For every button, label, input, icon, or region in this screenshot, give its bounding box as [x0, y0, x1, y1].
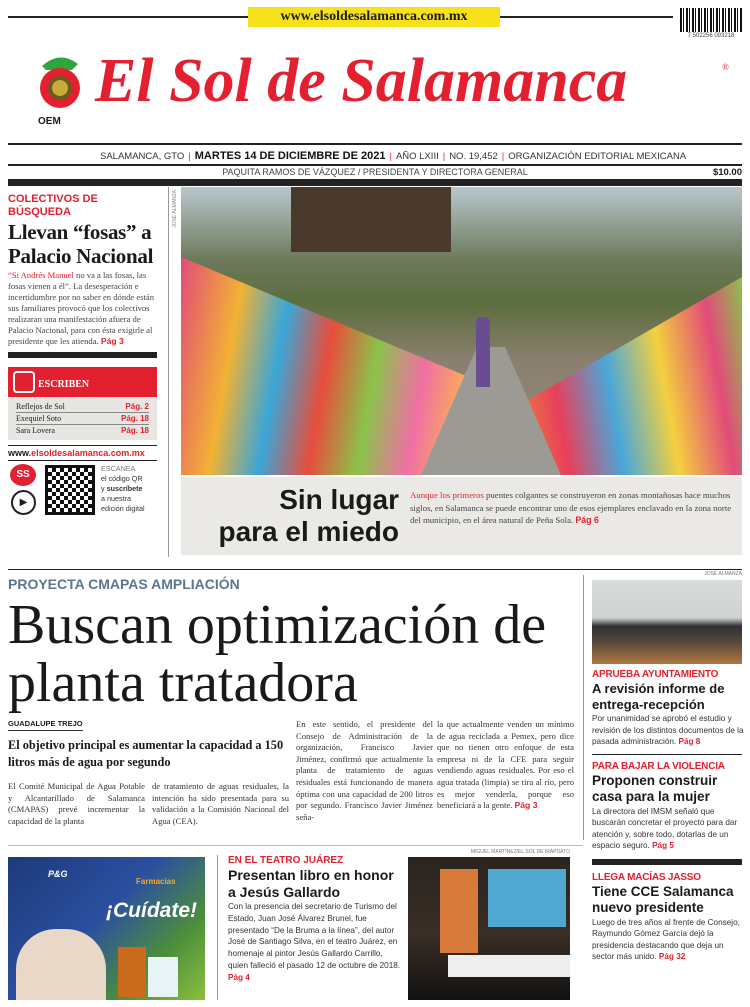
bottom-story — [228, 855, 404, 984]
page-ref[interactable]: Pág 6 — [575, 515, 599, 525]
column-rule — [583, 575, 584, 840]
escriben-item[interactable] — [16, 413, 149, 425]
page-ref: Pág. 18 — [120, 414, 149, 423]
scan-label: ESCANEA — [101, 464, 136, 473]
headline-line: para el miedo — [218, 516, 399, 547]
rule — [8, 569, 742, 570]
right-body-1 — [592, 713, 744, 748]
pen-icon — [13, 371, 35, 393]
black-bar — [592, 859, 742, 865]
dateline: SALAMANCA, GTO | MARTES 14 DE DICIEMBRE DE 2021 | AÑO LXIII | NO. 19,452 | ORGANIZACIÓN EDITORIAL MEXICANA — [100, 150, 687, 162]
black-bar — [8, 352, 157, 358]
oem-logo: OEM — [38, 116, 61, 127]
photo-caption — [410, 489, 736, 527]
product-image — [148, 957, 178, 997]
date: MARTES 14 DE DICIEMBRE DE 2021 — [194, 150, 386, 162]
ss-badge: SS — [10, 464, 36, 486]
right-kicker-2: PARA BAJAR LA VIOLENCIA — [592, 760, 725, 772]
banner-shape — [440, 869, 478, 953]
url-prefix: www. — [8, 448, 32, 458]
promo-line: y — [101, 484, 107, 493]
main-column-4 — [437, 719, 574, 812]
rule — [8, 845, 583, 846]
main-column-3: En este sentido, el presidente del Consejo de Administración de la organización, Francisco Javier Jiménez, confirmó que actualmente la planta de tratamiento de aguas residuales está funcionando de manera óptima con una capacidad de 200 litros por segundo. Francisco Javier Jiménez seña- — [296, 719, 433, 822]
council-photo — [592, 580, 742, 664]
page-ref[interactable]: Pág 3 — [100, 336, 124, 346]
subscribe-link[interactable]: suscríbete — [106, 484, 143, 493]
page-ref[interactable]: Pág 4 — [228, 972, 250, 982]
headline-line: Sin lugar — [279, 484, 399, 515]
byline: GUADALUPE TREJO — [8, 719, 83, 731]
sun-logo-icon — [32, 52, 88, 112]
barcode — [680, 8, 742, 32]
page-ref[interactable]: Pág 32 — [658, 952, 686, 961]
right-headline-2[interactable]: Proponen construir casa para la mujer — [592, 772, 718, 804]
page-ref[interactable]: Pág 8 — [678, 737, 701, 746]
ad-brand: P&G — [48, 869, 68, 879]
main-column-2: de tratamiento de aguas residuales, la intención ha sido presentada para su validación a la Comisión Nacional del Agua (CEA). — [152, 781, 289, 826]
main-headline[interactable]: Buscan optimización de planta tratadora — [8, 594, 547, 714]
building-shape — [291, 187, 451, 252]
promo-url[interactable] — [8, 445, 157, 461]
left-column — [8, 193, 160, 518]
right-headline-3[interactable]: Tiene CCE Salamanca nuevo presidente — [592, 883, 734, 915]
bottom-headline[interactable]: Presentan libro en honor a Jesús Gallardo — [228, 867, 394, 900]
escriben-item[interactable] — [16, 425, 149, 436]
main-subhead: El objetivo principal es aumentar la capacidad a 150 litros más de agua por segundo — [8, 738, 284, 769]
promo-box — [8, 464, 157, 518]
right-body-3 — [592, 917, 744, 963]
main-column-1: El Comité Municipal de Agua Potable y Alcantarillado de Salamanca (CMAPAS) prevé incrementar la capacidad de la planta — [8, 781, 145, 826]
columnist: Sara Lovera — [16, 426, 55, 435]
photo-credit: JOSÉ ALMANZA — [704, 571, 742, 577]
escriben-header — [8, 367, 157, 397]
body-text: puentes colgantes se construyeron en zonas montañosas hace muchos siglos, en Salamanca se puede encontrar uno de esos ejemplares enclavado en la zona norte del municipio, en el área natural de Peña Sola. — [410, 490, 732, 525]
rule — [8, 143, 742, 145]
rule — [8, 164, 742, 166]
theater-photo — [408, 857, 570, 1000]
photo-credit: MIGUEL MARTÍNEZ/EL SOL DE IRAPUATO — [470, 849, 570, 855]
column-rule — [217, 855, 218, 1000]
promo-line: el código QR — [101, 474, 143, 483]
main-kicker: PROYECTA CMAPAS AMPLIACIÓN — [8, 576, 240, 592]
black-bar — [8, 179, 742, 186]
year: AÑO LXIII — [395, 151, 439, 162]
right-column — [592, 571, 744, 963]
escriben-title: ESCRIBEN — [38, 379, 90, 390]
photo-caption-box — [181, 477, 742, 555]
bottom-kicker: EN EL TEATRO JUÁREZ — [228, 855, 344, 866]
person-figure — [476, 317, 490, 387]
promo-line: a nuestra — [101, 494, 131, 503]
screen-shape — [488, 869, 566, 927]
issue-number: NO. 19,452 — [449, 151, 498, 162]
masthead: El Sol de Salamanca — [95, 47, 628, 115]
page-ref[interactable]: Pág 5 — [652, 841, 674, 850]
organization: ORGANIZACIÓN EDITORIAL MEXICANA — [508, 151, 687, 162]
escriben-list — [8, 397, 157, 440]
play-icon[interactable]: ▶ — [11, 490, 36, 515]
family-image — [16, 929, 106, 1000]
body-text: Con la presencia del secretario de Turismo del Estado, Juan José Álvarez Brunel, fue presentado “De la Bruma a la línea”, del autor José de Santiago Silva, en el teatro Juárez, en homenaje al pintor Jesús Gallardo Carrillo, quien falleció el pasado 12 de octubre de 2018. — [228, 902, 401, 970]
qr-code[interactable] — [45, 465, 95, 515]
director-line: PAQUITA RAMOS DE VÁZQUEZ / PRESIDENTA Y DIRECTORA GENERAL — [222, 167, 528, 177]
body-text: La directora del IMSM señaló que buscarán concretar el proyecto para dar atención y, sobre todo, dotarlas de un espacio seguro. — [592, 806, 738, 850]
escriben-item[interactable] — [16, 401, 149, 413]
body-text: la que actualmente venden un mínimo de agua reciclada a Pemex, pero dice que no tienen otro enfoque de esta empresa ni de la CFE para seguir vendiendo aguas residuales. Por eso el agua tratada (limpia) se tira al río, pero es mejor venderla, porque eso beneficiará a la gente. — [437, 719, 574, 811]
ribbons-left — [181, 257, 471, 475]
website-url[interactable]: www.elsoldesalamanca.com.mx — [248, 7, 500, 27]
price: $10.00 — [712, 167, 742, 178]
ad-slogan: ¡Cuídate! — [106, 899, 197, 922]
product-image — [118, 947, 146, 997]
photo-credit: JOSÉ ALMANZA — [172, 190, 178, 228]
left-body — [8, 270, 160, 347]
column-rule — [168, 187, 169, 557]
right-body-2 — [592, 806, 744, 852]
registered-icon: ® — [722, 62, 729, 72]
page-ref[interactable]: Pág 3 — [514, 800, 538, 811]
body-text: Luego de tres años al frente de Consejo, Raymundo Gómez García dejó la presidencia destacando que deja un sector más unido. — [592, 917, 740, 961]
url-main: elsoldesalamanca.com.mx — [31, 448, 145, 458]
left-kicker: COLECTIVOS DE BÚSQUEDA — [8, 193, 98, 218]
lead: “Si Andrés Manuel — [8, 270, 74, 280]
bridge-photo — [181, 187, 742, 475]
promo-text — [101, 464, 145, 514]
rule — [592, 754, 742, 755]
right-headline-1[interactable]: A revisión informe de entrega-recepción — [592, 681, 725, 712]
bottom-body — [228, 901, 404, 984]
barcode-number: 7 502256 093218 — [680, 33, 742, 39]
promo-line: edición digital — [101, 504, 145, 513]
advertisement[interactable] — [8, 857, 205, 1000]
photo-headline[interactable] — [181, 484, 399, 548]
table-shape — [448, 955, 570, 977]
city: SALAMANCA, GTO — [100, 151, 185, 162]
left-headline[interactable]: Llevan “fosas” a Palacio Nacional — [8, 220, 154, 268]
body-text: Por unanimidad se aprobó el estudio y revisión de los distintos documentos de la pasada administración. — [592, 714, 744, 746]
right-kicker-1: APRUEBA AYUNTAMIENTO — [592, 669, 719, 680]
lead: Aunque los primeros — [410, 490, 484, 500]
body-text: no va a las fosas, las fosas vienen a él”. La desesperación e incertidumbre por no saber en dónde están sus familiares provocó que los colectivos realizaran una manifestación afuera de Palacio Nacional, para con ésta exigirle al presidente que les atienda. — [8, 270, 155, 346]
ad-store: Farmacias — [136, 877, 176, 886]
page-ref: Pág. 2 — [125, 402, 149, 411]
right-kicker-3: LLEGA MACÍAS JASSO — [592, 871, 701, 883]
columnist: Exequiel Soto — [16, 414, 62, 423]
columnist: Reflejos de Sol — [16, 402, 65, 411]
page-ref: Pág. 18 — [120, 426, 149, 435]
